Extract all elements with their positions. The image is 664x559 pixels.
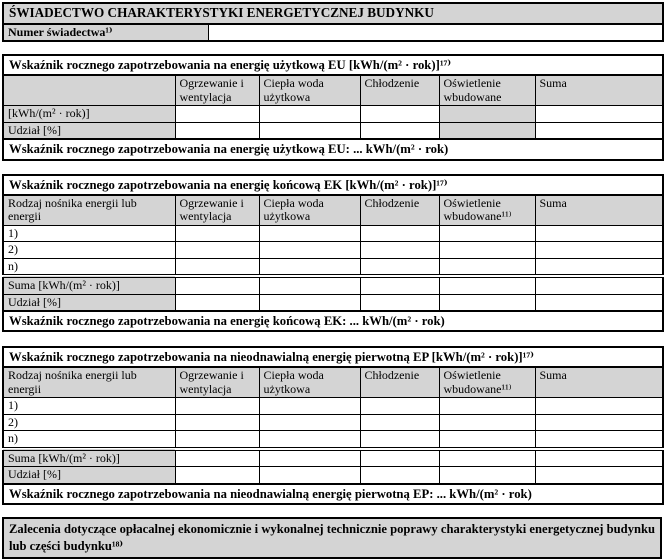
column-header-lighting: Oświetlenie wbudowane¹¹⁾ xyxy=(439,195,535,226)
value-cell xyxy=(535,414,663,430)
value-cell xyxy=(360,225,439,241)
value-cell xyxy=(439,398,535,414)
value-cell xyxy=(439,414,535,430)
section-ek xyxy=(2,174,664,333)
value-cell xyxy=(535,276,663,294)
column-header-sum: Suma xyxy=(535,367,663,398)
value-cell xyxy=(259,276,360,294)
value-cell xyxy=(259,414,360,430)
value-cell xyxy=(439,106,535,122)
certificate-number-value xyxy=(208,24,663,41)
value-cell xyxy=(535,225,663,241)
section-ep xyxy=(2,346,664,505)
ep-section-title: Wskaźnik rocznego zapotrzebowania na nieodnawialną energię pierwotną EP [kWh/(m² · rok)]¹⁷⁾ xyxy=(3,347,663,367)
value-cell xyxy=(175,431,259,449)
value-cell xyxy=(175,467,259,484)
column-header-sum: Suma xyxy=(535,195,663,226)
eu-summary: Wskaźnik rocznego zapotrzebowania na energię użytkową EU: ... kWh/(m² · rok) xyxy=(3,139,663,159)
column-header-carrier: Rodzaj nośnika energii lub energii xyxy=(3,367,175,398)
value-cell xyxy=(439,431,535,449)
ek-carrier-row-label: 2) xyxy=(3,242,175,258)
value-cell xyxy=(535,431,663,449)
ep-carrier-row-label: 2) xyxy=(3,414,175,430)
value-cell xyxy=(439,258,535,276)
section-recommendations xyxy=(2,517,662,559)
ek-suma-label: Suma [kWh/(m² · rok)] xyxy=(3,276,175,294)
value-cell xyxy=(439,225,535,241)
page-title: ŚWIADECTWO CHARAKTERYSTYKI ENERGETYCZNEJ BUDYNKU xyxy=(3,3,663,24)
value-cell xyxy=(175,225,259,241)
value-cell xyxy=(259,467,360,484)
eu-section-title: Wskaźnik rocznego zapotrzebowania na energię użytkową EU [kWh/(m² · rok)]¹⁷⁾ xyxy=(3,55,663,75)
value-cell xyxy=(535,467,663,484)
value-cell xyxy=(259,431,360,449)
column-header-hot-water: Ciepła woda użytkowa xyxy=(259,195,360,226)
column-header-heating: Ogrzewanie i wentylacja xyxy=(175,75,259,106)
value-cell xyxy=(175,242,259,258)
column-header-cooling: Chłodzenie xyxy=(360,367,439,398)
value-cell xyxy=(439,122,535,139)
ep-udzial-label: Udział [%] xyxy=(3,467,175,484)
value-cell xyxy=(175,276,259,294)
column-header-cooling: Chłodzenie xyxy=(360,195,439,226)
value-cell xyxy=(175,414,259,430)
section-eu xyxy=(2,54,664,160)
column-header-heating: Ogrzewanie i wentylacja xyxy=(175,367,259,398)
value-cell xyxy=(439,294,535,311)
column-header-hot-water: Ciepła woda użytkowa xyxy=(259,75,360,106)
value-cell xyxy=(360,467,439,484)
value-cell xyxy=(439,449,535,467)
value-cell xyxy=(259,122,360,139)
eu-header-empty xyxy=(3,75,175,106)
value-cell xyxy=(360,106,439,122)
value-cell xyxy=(175,258,259,276)
value-cell xyxy=(259,106,360,122)
value-cell xyxy=(175,294,259,311)
column-header-lighting: Oświetlenie wbudowane¹¹⁾ xyxy=(439,367,535,398)
value-cell xyxy=(535,242,663,258)
value-cell xyxy=(535,294,663,311)
eu-row-label-kwh: [kWh/(m² · rok)] xyxy=(3,106,175,122)
title-block xyxy=(2,2,664,42)
value-cell xyxy=(360,398,439,414)
value-cell xyxy=(535,122,663,139)
value-cell xyxy=(175,449,259,467)
value-cell xyxy=(360,431,439,449)
column-header-heating: Ogrzewanie i wentylacja xyxy=(175,195,259,226)
ep-summary: Wskaźnik rocznego zapotrzebowania na nieodnawialną energię pierwotną EP: ... kWh/(m² · rok) xyxy=(3,484,663,504)
ek-summary: Wskaźnik rocznego zapotrzebowania na energię końcową EK: ... kWh/(m² · rok) xyxy=(3,311,663,331)
value-cell xyxy=(259,294,360,311)
ek-udzial-label: Udział [%] xyxy=(3,294,175,311)
ek-carrier-row-label: n) xyxy=(3,258,175,276)
value-cell xyxy=(360,276,439,294)
value-cell xyxy=(360,258,439,276)
column-header-carrier: Rodzaj nośnika energii lub energii xyxy=(3,195,175,226)
value-cell xyxy=(439,276,535,294)
value-cell xyxy=(259,225,360,241)
value-cell xyxy=(259,449,360,467)
value-cell xyxy=(360,414,439,430)
column-header-hot-water: Ciepła woda użytkowa xyxy=(259,367,360,398)
recommendations-text: Zalecenia dotyczące opłacalnej ekonomicznie i wykonalnej technicznie poprawy charakterystyki energetycznej budynku lub części budynku¹⁸⁾ xyxy=(3,518,661,558)
ek-carrier-row-label: 1) xyxy=(3,225,175,241)
value-cell xyxy=(175,122,259,139)
eu-row-label-udzial: Udział [%] xyxy=(3,122,175,139)
value-cell xyxy=(439,467,535,484)
column-header-cooling: Chłodzenie xyxy=(360,75,439,106)
value-cell xyxy=(535,258,663,276)
certificate-number-label: Numer świadectwa¹⁾ xyxy=(3,24,208,41)
ep-carrier-row-label: n) xyxy=(3,431,175,449)
ep-carrier-row-label: 1) xyxy=(3,398,175,414)
value-cell xyxy=(259,258,360,276)
value-cell xyxy=(535,106,663,122)
value-cell xyxy=(360,122,439,139)
value-cell xyxy=(259,242,360,258)
value-cell xyxy=(360,294,439,311)
value-cell xyxy=(535,449,663,467)
column-header-lighting: Oświetlenie wbudowane xyxy=(439,75,535,106)
value-cell xyxy=(535,398,663,414)
value-cell xyxy=(175,398,259,414)
value-cell xyxy=(439,242,535,258)
value-cell xyxy=(259,398,360,414)
ep-suma-label: Suma [kWh/(m² · rok)] xyxy=(3,449,175,467)
value-cell xyxy=(360,449,439,467)
ek-section-title: Wskaźnik rocznego zapotrzebowania na energię końcową EK [kWh/(m² · rok)]¹⁷⁾ xyxy=(3,175,663,195)
column-header-sum: Suma xyxy=(535,75,663,106)
value-cell xyxy=(175,106,259,122)
value-cell xyxy=(360,242,439,258)
